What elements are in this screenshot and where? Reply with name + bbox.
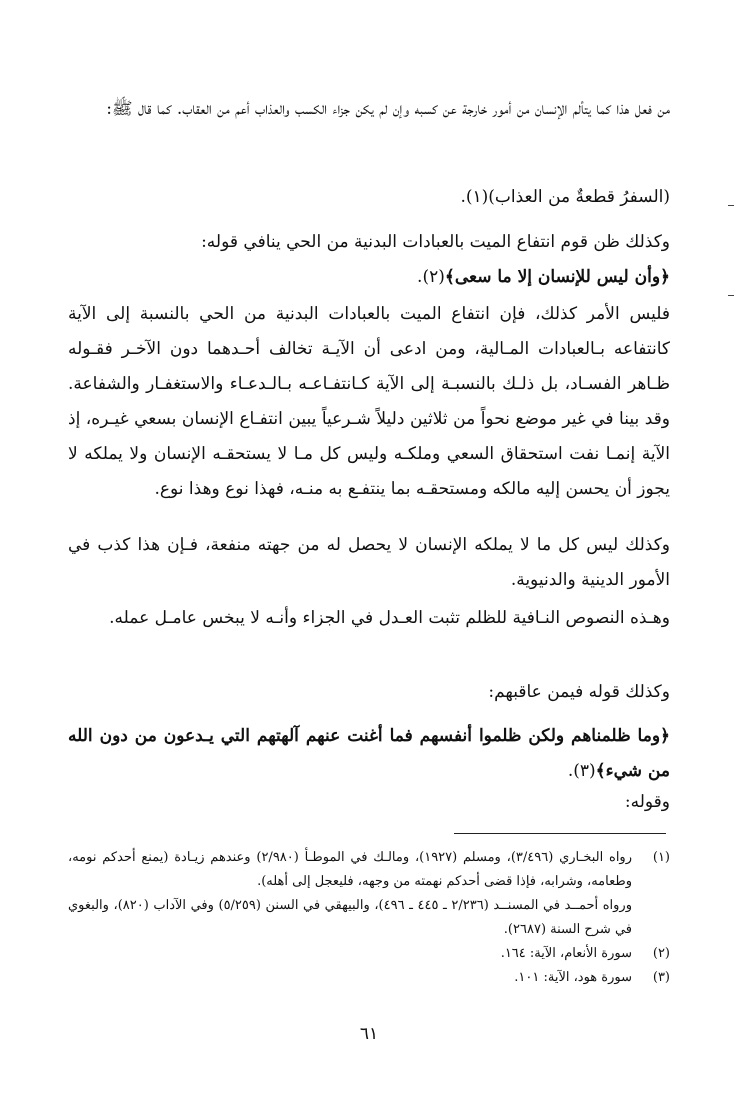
page-number: ٦١ [359, 1024, 379, 1044]
paragraph-main-argument: فليس الأمر كذلك، فإن انتفاع الميت بالعبادات البدنية من الحي بالنسبة إلى الآية كانتفاعه بـالعبادات المـالية، ومن ادعى أن الآيـة تخالف أحـدهما دون الآخـر فقـوله ظـاهر الفسـاد، بل ذلـك بالنسبـة إلى الآية كـانتفـاعـه بـالـدعـاء والاستغفـار والشفاعة. وقد بينا في غير موضع نحواً من ثلاثين دليلاً شـرعياً يبين انتفـاع الإنسان بسعي غيـره، إذ الآية إنمـا نفت استحقاق السعي وملكـه وليس كل مـا لا يستحقـه الإنسان ولا يملكه لا يجوز أن يحسن إليه مالكه ومستحقـه بما ينتفـع به منـه، فهذا نوع وهذا نوع. [68, 304, 670, 499]
footnote-number: (٢) [652, 946, 670, 961]
footnote-1-continuation: ورواه أحمــد في المسنــد (٢/٢٣٦ ـ ٤٤٥ ـ ٤٩٦)، والبيهقي في السنن (٥/٢٥٩) وفي الآداب (٨٢٠)، والبغوي في شرح السنة (٢٦٨٧). [68, 898, 632, 937]
paragraph-benefit: وكذلك ليس كل ما لا يملكه الإنسان لا يحصل له من جهته منفعة، فـإن هذا كذب في الأمور الدينية والدنيوية. [68, 535, 670, 590]
hadith-quote: (السفرُ قطعةٌ من العذاب)(١). [460, 187, 670, 207]
verse-2-text: ﴿وما ظلمناهم ولكن ظلموا أنفسهم فما أغنت عنهم آلهتهم التي يـدعون من دون الله من شيء﴾ [68, 726, 670, 781]
footnote-3 [68, 966, 670, 990]
footnote-2 [68, 942, 670, 966]
footnote-number: (٣) [652, 970, 670, 985]
footnotes-section [68, 846, 670, 990]
quran-verse-1 [68, 260, 670, 295]
paragraph-punishment-intro: وكذلك قوله فيمن عاقبهم: [488, 682, 670, 702]
margin-mark [728, 205, 734, 206]
footnote-number: (١) [652, 850, 670, 865]
verse-1-footnote-ref: (٢). [417, 267, 445, 287]
paragraph-closing: وقوله: [624, 792, 670, 812]
footnote-1 [68, 846, 670, 894]
margin-mark [728, 295, 734, 296]
footnote-text: سورة هود، الآية: ١٠١. [514, 970, 632, 985]
footnote-divider [454, 833, 666, 834]
verse-2-footnote-ref: (٣). [567, 761, 596, 781]
paragraph-intro: من فعل هذا كما يتألم الإنسان من أمور خارجة عن كسبه وإن لم يكن جزاء الكسب والعذاب أعم من العقاب. كما قال ﷺ: [106, 99, 670, 119]
verse-1-text: ﴿وأن ليس للإنسان إلا ما سعى﴾ [444, 267, 670, 287]
paragraph-verse-intro [68, 225, 670, 295]
quran-verse-2 [68, 719, 670, 789]
footnote-text: رواه البخـاري (٣/٤٩٦)، ومسلم (١٩٢٧)، ومالـك في الموطـأ (٢/٩٨٠) وعندهم زيـادة (يمنع أحدكم نومه، وطعامه، وشرابه، فإذا قضى أحدكم نهمته من وجهه، فليعجل إلى أهله). [68, 850, 632, 889]
footnote-text: سورة الأنعام، الآية: ١٦٤. [500, 946, 632, 961]
paragraph-justice: وهـذه النصوص النـافية للظلم تثبت العـدل في الجزاء وأنـه لا يبخس عامـل عمله. [109, 608, 670, 628]
verse-intro-line: وكذلك ظن قوم انتفاع الميت بالعبادات البدنية من الحي ينافي قوله: [201, 232, 670, 252]
